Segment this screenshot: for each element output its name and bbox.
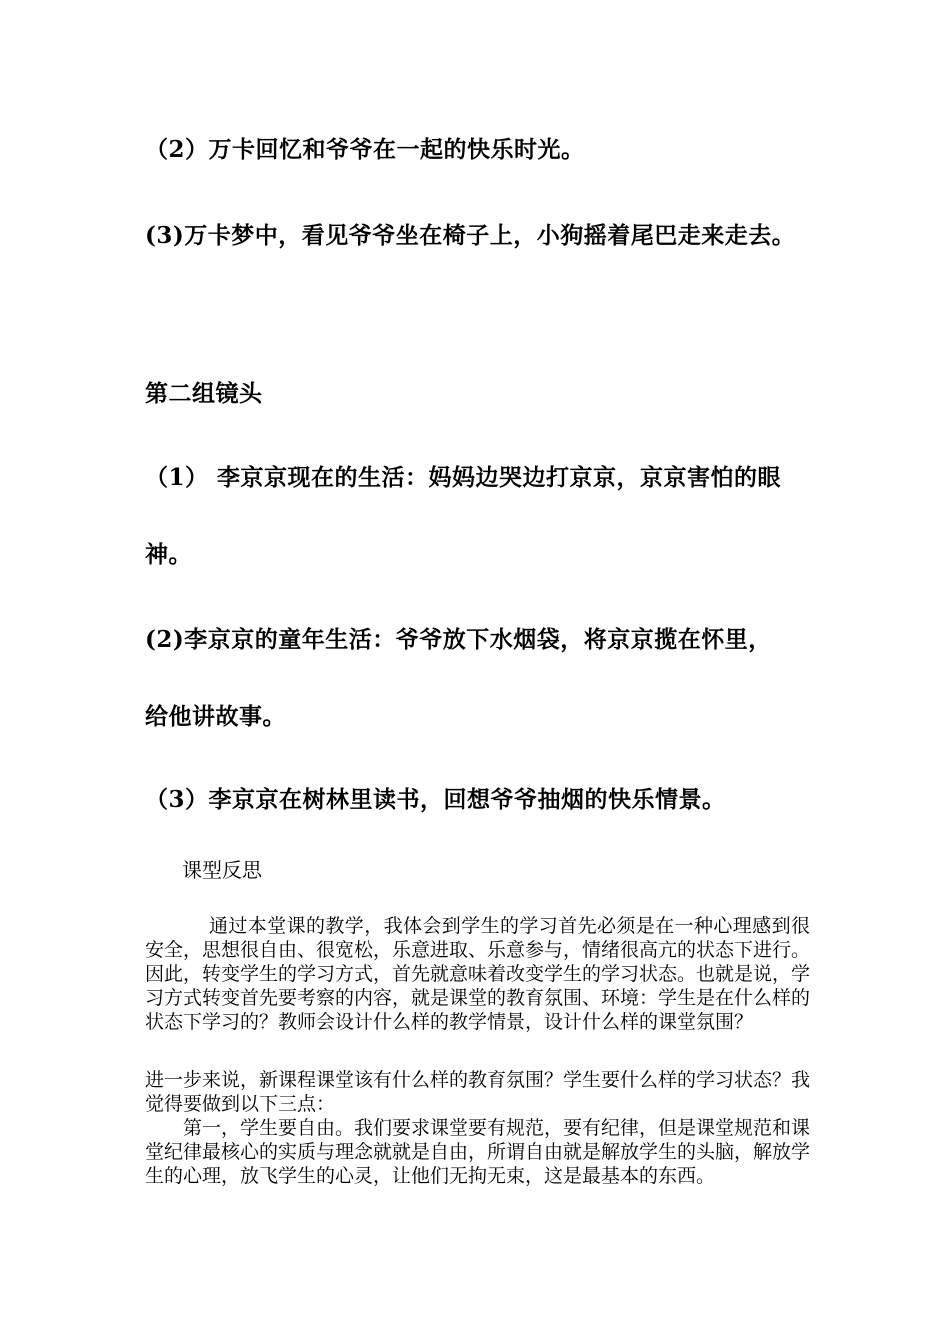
scene-2-item-1-line-1: （1） 李京京现在的生活：妈妈边哭边打京京，京京害怕的眼: [145, 464, 782, 491]
section-title: 第二组镜头: [145, 380, 263, 407]
reflection-heading: 课型反思: [182, 858, 262, 882]
scene-1-item-3: (3)万卡梦中，看见爷爷坐在椅子上，小狗摇着尾巴走来走去。: [145, 222, 796, 249]
reflection-paragraph-1: 通过本堂课的教学，我体会到学生的学习首先必须是在一种心理感到很安全，思想很自由、很宽松，乐意进取、乐意参与，情绪很高亢的状态下进行。因此，转变学生的学习方式，首先就意味着改变学生的学习状态。也就是说，学习方式转变首先要考察的内容，就是课堂的教育氛围、环境：学生是在什么样的状态下学习的？教师会设计什么样的教学情景，设计什么样的课堂氛围？: [145, 915, 811, 1033]
reflection-paragraph-3: 第一，学生要自由。我们要求课堂要有规范，要有纪律，但是课堂规范和课堂纪律最核心的实质与理念就就是自由，所谓自由就是解放学生的头脑，解放学生的心理，放飞学生的心灵，让他们无拘无束，这是最基本的东西。: [145, 1117, 811, 1187]
scene-2-item-3: （3）李京京在树林里读书，回想爷爷抽烟的快乐情景。: [145, 786, 726, 813]
scene-1-item-2: （2）万卡回忆和爷爷在一起的快乐时光。: [145, 136, 585, 163]
reflection-paragraph-2: 进一步来说，新课程课堂该有什么样的教育氛围？学生要什么样的学习状态？我觉得要做到以下三点：: [145, 1069, 811, 1115]
scene-2-item-2-line-1: (2)李京京的童年生活：爷爷放下水烟袋，将京京揽在怀里，: [145, 626, 772, 653]
scene-2-item-1-line-2: 神。: [145, 541, 192, 568]
scene-2-item-2-line-2: 给他讲故事。: [145, 703, 286, 730]
